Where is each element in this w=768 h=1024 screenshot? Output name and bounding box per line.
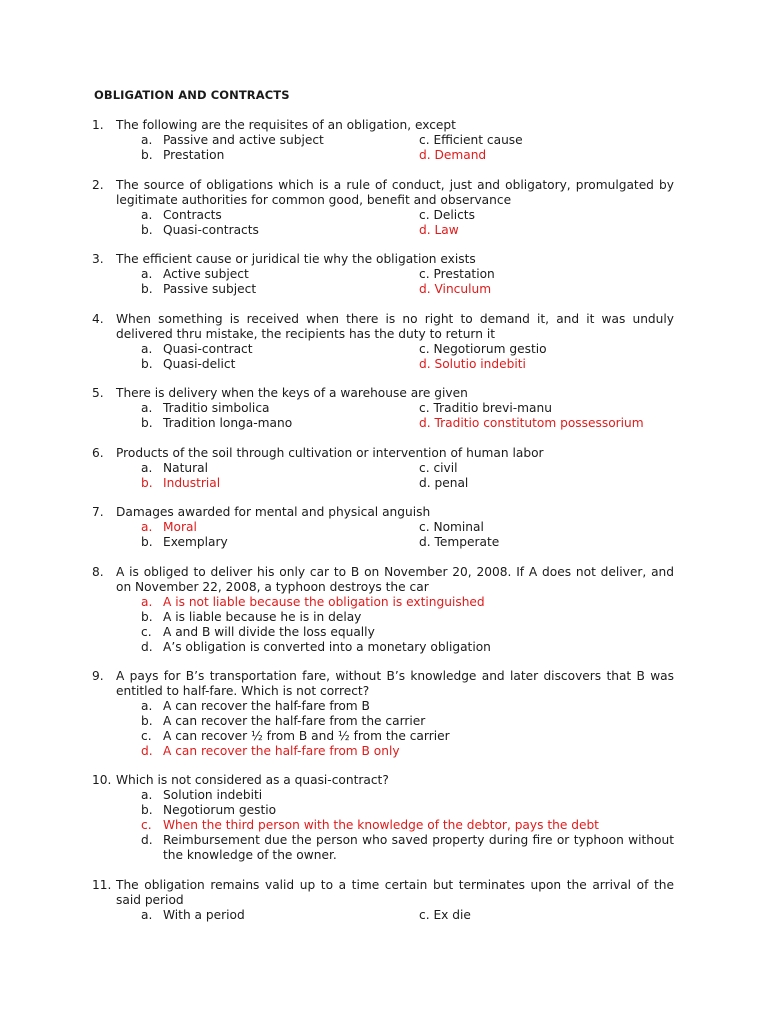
option-text: Negotiorum gestio — [163, 803, 277, 817]
option-right: c. Negotiorum gestio — [419, 342, 547, 356]
option-letter: b. — [141, 476, 153, 490]
option-text: Moral — [163, 520, 197, 534]
question-number: 5. — [92, 386, 104, 400]
option-text: Contracts — [163, 208, 222, 222]
question-number: 2. — [92, 178, 104, 192]
option-text: When the third person with the knowledge of the debtor, pays the debt — [163, 818, 599, 832]
option-letter: a. — [141, 342, 153, 356]
option-right: d. Traditio constitutom possessorium — [419, 416, 644, 430]
option-letter: b. — [141, 610, 153, 624]
option-letter: c. — [141, 625, 152, 639]
option-right: c. civil — [419, 461, 458, 475]
question-text: The obligation remains valid up to a time certain but terminates upon the arrival of the said period — [116, 878, 674, 907]
option-letter: b. — [141, 803, 153, 817]
question-number: 10. — [92, 773, 112, 787]
option-right: c. Prestation — [419, 267, 495, 281]
option-letter: b. — [141, 714, 153, 728]
question-number: 7. — [92, 505, 104, 519]
question-number: 6. — [92, 446, 104, 460]
option-letter: a. — [141, 908, 153, 922]
question-text: The efficient cause or juridical tie why the obligation exists — [116, 252, 476, 266]
option-letter: a. — [141, 595, 153, 609]
option-right: d. Vinculum — [419, 282, 492, 296]
option-letter: d. — [141, 833, 153, 847]
option-text: Quasi-contract — [163, 342, 253, 356]
option-text: With a period — [163, 908, 245, 922]
option-right: c. Traditio brevi-manu — [419, 401, 552, 415]
question-number: 8. — [92, 565, 104, 579]
question-number: 9. — [92, 669, 104, 683]
option-text: A can recover ½ from B and ½ from the carrier — [163, 729, 450, 743]
question-number: 4. — [92, 312, 104, 326]
option-text: Exemplary — [163, 535, 228, 549]
option-text: Solution indebiti — [163, 788, 263, 802]
option-text: Prestation — [163, 148, 225, 162]
option-text: A is liable because he is in delay — [163, 610, 362, 624]
question-text: There is delivery when the keys of a warehouse are given — [116, 386, 468, 400]
option-letter: b. — [141, 223, 153, 237]
option-text: Traditio simbolica — [163, 401, 270, 415]
option-text: A can recover the half-fare from B only — [163, 744, 400, 758]
option-letter: a. — [141, 788, 153, 802]
option-text: A can recover the half-fare from the carrier — [163, 714, 426, 728]
option-letter: b. — [141, 148, 153, 162]
question-text: Damages awarded for mental and physical anguish — [116, 505, 431, 519]
option-right: d. Demand — [419, 148, 487, 162]
option-right: c. Efficient cause — [419, 133, 523, 147]
option-letter: a. — [141, 461, 153, 475]
option-text: A and B will divide the loss equally — [163, 625, 375, 639]
question-text: When something is received when there is no right to demand it, and it was unduly delivered thru mistake, the recipients has the duty to return it — [116, 312, 674, 341]
option-right: d. penal — [419, 476, 469, 490]
option-text: A is not liable because the obligation is extinguished — [163, 595, 485, 609]
option-right: d. Law — [419, 223, 459, 237]
option-text: Quasi-contracts — [163, 223, 259, 237]
question-text: The source of obligations which is a rule of conduct, just and obligatory, promulgated by legitimate authorities for common good, benefit and observance — [116, 178, 674, 207]
option-letter: a. — [141, 133, 153, 147]
question-text: Products of the soil through cultivation or intervention of human labor — [116, 446, 544, 460]
option-letter: d. — [141, 744, 153, 758]
option-letter: b. — [141, 357, 153, 371]
option-letter: c. — [141, 818, 152, 832]
option-right: c. Nominal — [419, 520, 484, 534]
option-text: A’s obligation is converted into a monetary obligation — [163, 640, 491, 654]
option-right: d. Temperate — [419, 535, 500, 549]
question-number: 11. — [92, 878, 112, 892]
option-letter: a. — [141, 208, 153, 222]
option-letter: c. — [141, 729, 152, 743]
option-text: Reimbursement due the person who saved property during fire or typhoon without the knowledge of the owner. — [163, 833, 674, 862]
option-text: Active subject — [163, 267, 249, 281]
option-letter: b. — [141, 282, 153, 296]
option-right: c. Ex die — [419, 908, 471, 922]
option-text: Tradition longa-mano — [163, 416, 293, 430]
option-text: Industrial — [163, 476, 221, 490]
option-letter: a. — [141, 520, 153, 534]
option-text: Quasi-delict — [163, 357, 236, 371]
option-text: A can recover the half-fare from B — [163, 699, 370, 713]
option-text: Passive and active subject — [163, 133, 324, 147]
document-title: OBLIGATION AND CONTRACTS — [94, 88, 290, 102]
option-letter: b. — [141, 535, 153, 549]
option-right: d. Solutio indebiti — [419, 357, 526, 371]
option-letter: a. — [141, 401, 153, 415]
option-letter: b. — [141, 416, 153, 430]
option-letter: d. — [141, 640, 153, 654]
question-number: 1. — [92, 118, 104, 132]
option-right: c. Delicts — [419, 208, 475, 222]
option-text: Natural — [163, 461, 208, 475]
question-text: The following are the requisites of an obligation, except — [116, 118, 456, 132]
question-number: 3. — [92, 252, 104, 266]
question-text: A is obliged to deliver his only car to B on November 20, 2008. If A does not deliver, and on November 22, 2008, a typhoon destroys the car — [116, 565, 674, 594]
option-text: Passive subject — [163, 282, 257, 296]
question-text: Which is not considered as a quasi-contract? — [116, 773, 389, 787]
option-letter: a. — [141, 267, 153, 281]
option-letter: a. — [141, 699, 153, 713]
question-text: A pays for B’s transportation fare, without B’s knowledge and later discovers that B was entitled to half-fare. Which is not correct? — [116, 669, 674, 698]
